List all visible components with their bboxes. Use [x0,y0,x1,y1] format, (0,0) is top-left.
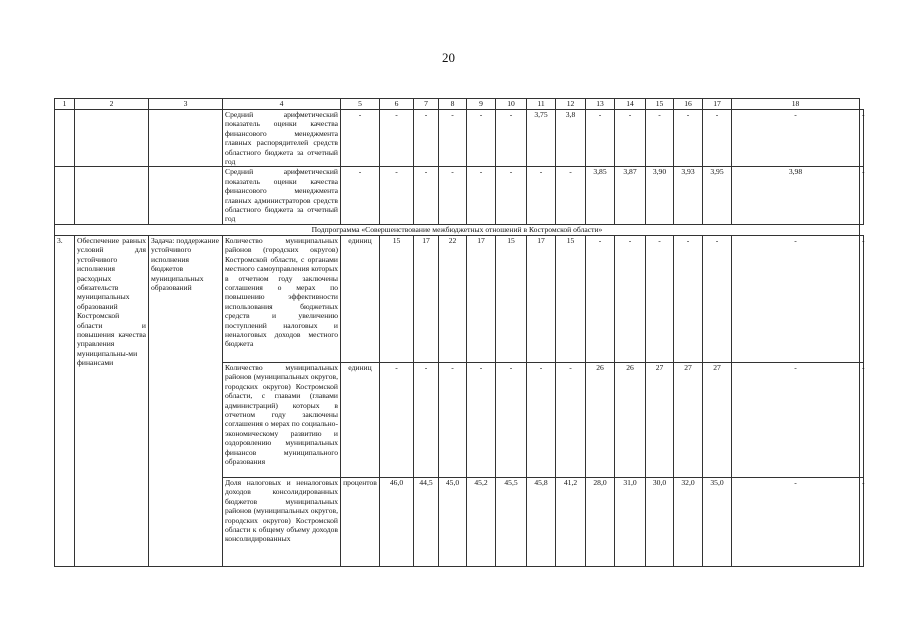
note-cell: - [860,477,864,566]
unit-cell: - [341,167,380,224]
empty-cell [149,167,223,224]
value-cell: 3,87 [615,167,646,224]
task-cell: Задача: поддержание устойчивого исполнения бюджетов муниципальных образований [149,235,223,566]
value-cell: 17 [414,235,439,362]
value-cell: - [556,362,586,477]
value-cell: - [615,110,646,167]
value-cell: - [380,167,414,224]
value-cell: 32,0 [674,477,703,566]
table-row [55,167,864,224]
value-cell: - [414,362,439,477]
header-row [55,99,864,110]
value-cell: - [439,110,467,167]
row-number: 3. [55,235,75,566]
value-cell: 46,0 [380,477,414,566]
column-header: 13 [586,99,615,110]
value-cell: - [703,235,732,362]
value-cell: - [732,110,860,167]
column-header: 4 [223,99,341,110]
value-cell: 15 [496,235,527,362]
note-cell: - [860,167,864,224]
value-cell: 41,2 [556,477,586,566]
column-header: 15 [646,99,674,110]
page-number: 20 [442,50,455,65]
value-cell: 30,0 [646,477,674,566]
value-cell: 28,0 [586,477,615,566]
indicators-table [54,98,864,567]
indicator-cell: Средний арифметический показатель оценки качества финансового менеджмента главных администраторов средств областного бюджета за отчетный год [223,167,341,224]
column-header: 8 [439,99,467,110]
value-cell: 15 [380,235,414,362]
value-cell: - [646,110,674,167]
subprogram-title: Подпрограмма «Совершенствование межбюджетных отношений в Костромской области» [55,224,860,235]
value-cell: - [439,167,467,224]
column-header: 11 [527,99,556,110]
value-cell: - [439,362,467,477]
value-cell: 3,8 [556,110,586,167]
value-cell: 45,5 [496,477,527,566]
value-cell: 27 [646,362,674,477]
value-cell: 31,0 [615,477,646,566]
value-cell: 17 [527,235,556,362]
table-row [55,235,864,362]
value-cell: 35,0 [703,477,732,566]
column-header: 12 [556,99,586,110]
value-cell: - [732,362,860,477]
value-cell: 45,8 [527,477,556,566]
value-cell: - [414,110,439,167]
value-cell: - [496,167,527,224]
value-cell: 26 [586,362,615,477]
value-cell: - [586,110,615,167]
value-cell: - [586,235,615,362]
value-cell: 3,85 [586,167,615,224]
empty-cell [55,167,75,224]
unit-cell: единиц [341,235,380,362]
indicator-cell: Доля налоговых и неналоговых доходов консолидированных бюджетов муниципальных районов (муниципальных округов, городских округов) Костромской области к общему объему доходов консолидированных [223,477,341,566]
note-cell: - [860,110,864,167]
column-header: 5 [341,99,380,110]
unit-cell: единиц [341,362,380,477]
empty-cell [55,110,75,167]
column-header: 17 [703,99,732,110]
value-cell: - [527,167,556,224]
value-cell: - [646,235,674,362]
indicator-cell: Количество муниципальных районов (городских округов) Костромской области, с органами местного самоуправления которых в отчетном году заключены соглашения о мерах по повышению эффективности использования бюджетных средств и увеличению поступлений налоговых и неналоговых доходов местного бюджета [223,235,341,362]
value-cell: - [467,167,496,224]
value-cell: - [732,235,860,362]
indicator-cell: Средний арифметический показатель оценки качества финансового менеджмента главных распорядителей средств областного бюджета за отчетный год [223,110,341,167]
value-cell: 3,95 [703,167,732,224]
value-cell: 45,0 [439,477,467,566]
column-header: 18 [732,99,860,110]
note-cell: - [860,235,864,362]
table-row [55,110,864,167]
value-cell: - [615,235,646,362]
column-header: 16 [674,99,703,110]
column-header: 6 [380,99,414,110]
column-header: 10 [496,99,527,110]
value-cell: - [467,110,496,167]
empty-cell [75,110,149,167]
value-cell: - [496,362,527,477]
column-header: 14 [615,99,646,110]
indicator-cell: Количество муниципальных районов (муниципальных округов, городских округов) Костромской области, с главами (главами администраций) которых в отчетном году заключены соглашения о мерах по социально-экономическому развитию и оздоровлению муниципальных финансов муниципального образования [223,362,341,477]
column-header: 3 [149,99,223,110]
empty-cell [75,167,149,224]
empty-cell [149,110,223,167]
value-cell: 44,5 [414,477,439,566]
value-cell: - [527,362,556,477]
value-cell: 27 [674,362,703,477]
column-header: 9 [467,99,496,110]
unit-cell: - [341,110,380,167]
value-cell: - [674,110,703,167]
note-cell: - [860,362,864,477]
value-cell: - [414,167,439,224]
subprogram-row [55,224,864,235]
value-cell: 17 [467,235,496,362]
value-cell: - [467,362,496,477]
value-cell: 27 [703,362,732,477]
value-cell: 15 [556,235,586,362]
column-header: 2 [75,99,149,110]
value-cell: - [380,362,414,477]
value-cell: - [674,235,703,362]
column-header: 1 [55,99,75,110]
value-cell: - [556,167,586,224]
value-cell: - [732,477,860,566]
unit-cell: процентов [341,477,380,566]
value-cell: 3,90 [646,167,674,224]
value-cell: 3,93 [674,167,703,224]
value-cell: - [380,110,414,167]
value-cell: 3,75 [527,110,556,167]
value-cell: 26 [615,362,646,477]
value-cell: - [496,110,527,167]
value-cell: 3,98 [732,167,860,224]
value-cell: 22 [439,235,467,362]
goal-cell: Обеспечение равных условий для устойчивого исполнения расходных обязательств муниципальных образований Костромской области и повышения качества управления муниципальны-ми финансами [75,235,149,566]
value-cell: 45,2 [467,477,496,566]
value-cell: - [703,110,732,167]
column-header: 7 [414,99,439,110]
